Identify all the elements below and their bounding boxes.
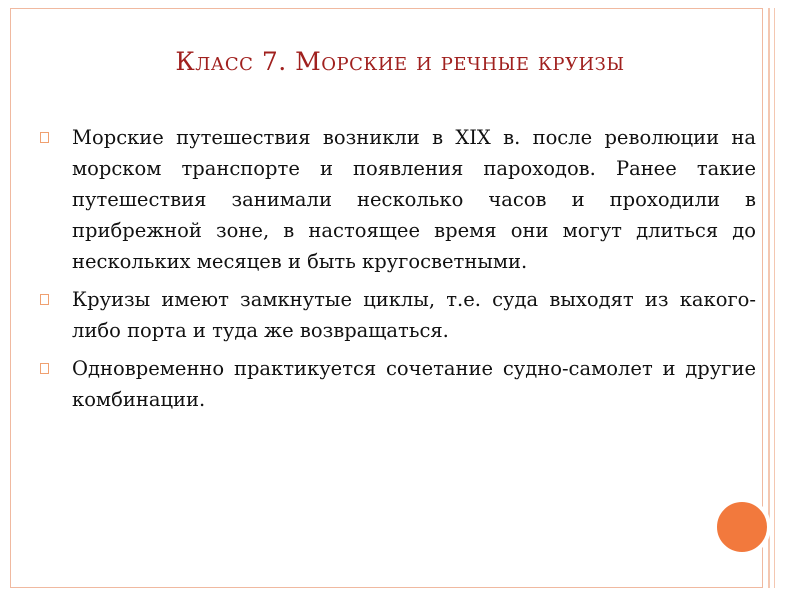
side-band-line: [768, 8, 770, 588]
list-item: [40, 284, 756, 346]
side-band: [762, 8, 782, 588]
bullet-icon: [40, 363, 49, 374]
slide-title: Класс 7. Морские и речные круизы: [175, 47, 625, 76]
bullet-text: Одновременно практикуется сочетание судно-самолет и другие комбинации.: [72, 357, 756, 411]
bullet-text: Морские путешествия возникли в XIX в. после революции на морском транспорте и появления пароходов. Ранее такие путешествия занимали несколько часов и проходили в прибрежной зоне, в настоящее время они могут длиться до нескольких месяцев и быть кругосветными.: [72, 126, 756, 273]
side-band-line: [774, 8, 775, 588]
bullet-list: [40, 122, 756, 422]
accent-dot: [713, 498, 771, 556]
bullet-icon: [40, 294, 49, 305]
bullet-text: Круизы имеют замкнутые циклы, т.е. суда выходят из какого-либо порта и туда же возвращаться.: [72, 288, 756, 342]
list-item: [40, 122, 756, 277]
bullet-icon: [40, 132, 49, 143]
list-item: [40, 353, 756, 415]
